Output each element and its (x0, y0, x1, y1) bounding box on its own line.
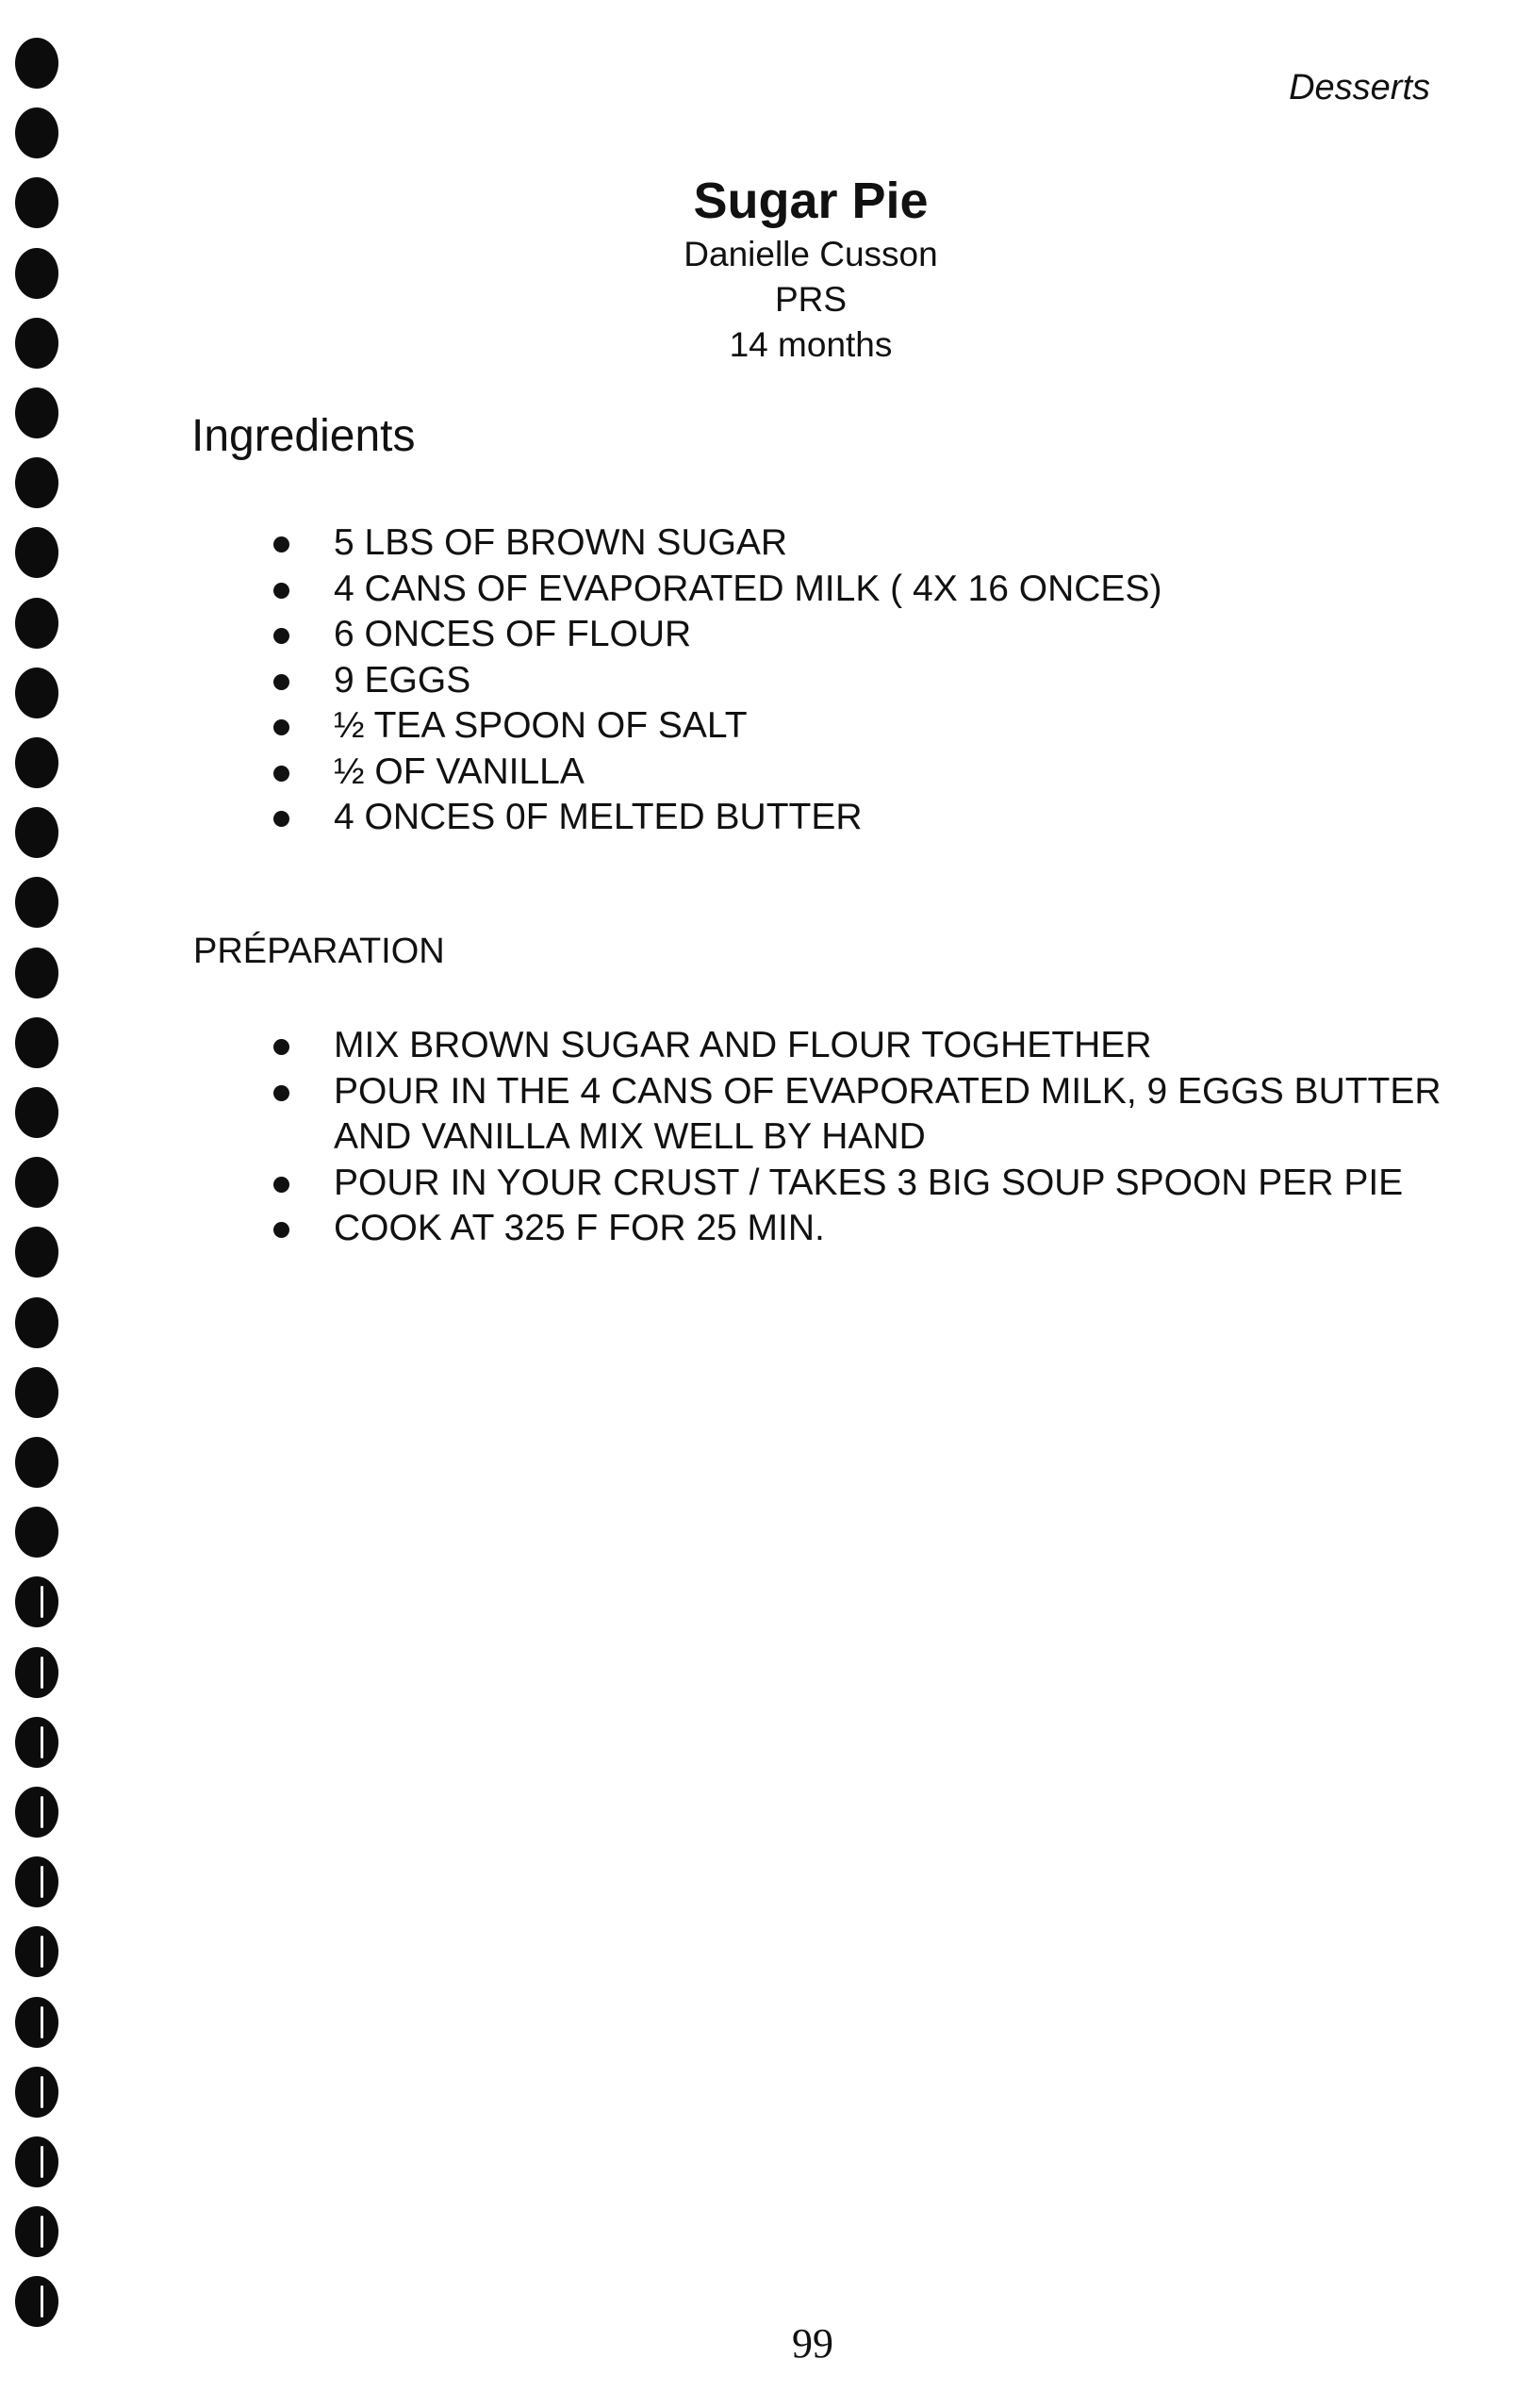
binding-hole-icon (15, 1507, 58, 1558)
ingredient-item: 4 ONCES 0F MELTED BUTTER (273, 795, 1161, 841)
bullet-icon (273, 1085, 289, 1101)
recipe-title-block (684, 170, 937, 368)
binding-hole-icon (15, 807, 58, 858)
bullet-icon (273, 1177, 289, 1193)
ingredient-item: 4 CANS OF EVAPORATED MILK ( 4X 16 ONCES) (273, 567, 1161, 613)
binding-hole-icon (15, 1437, 58, 1488)
bullet-icon (273, 1222, 289, 1238)
ingredient-item: ½ TEA SPOON OF SALT (273, 703, 1161, 750)
bullet-icon (273, 583, 289, 599)
binding-hole-icon (15, 1157, 58, 1208)
recipe-title: Sugar Pie (693, 173, 929, 229)
section-header: Desserts (1289, 68, 1430, 107)
binding-hole-icon (15, 1227, 58, 1278)
preparation-step: POUR IN YOUR CRUST / TAKES 3 BIG SOUP SPOON PER PIE (273, 1161, 1442, 1207)
binding-hole-icon (15, 1017, 58, 1068)
binding-hole-icon (15, 2206, 58, 2257)
preparation-heading: PRÉPARATION (193, 932, 445, 971)
binding-hole-icon (15, 1297, 58, 1348)
preparation-step: COOK AT 325 F FOR 25 MIN. (273, 1206, 1442, 1252)
binding-hole-icon (15, 318, 58, 369)
binding-hole-icon (15, 1367, 58, 1418)
binding-hole-icon (15, 2136, 58, 2187)
bullet-icon (273, 1039, 289, 1055)
preparation-step: MIX BROWN SUGAR AND FLOUR TOGHETHER (273, 1023, 1442, 1069)
binding-hole-icon (15, 2276, 58, 2327)
ingredients-list (273, 520, 1161, 841)
ingredient-item: 5 LBS OF BROWN SUGAR (273, 520, 1161, 567)
binding-hole-icon (15, 1647, 58, 1698)
ingredient-item: 9 EGGS (273, 658, 1161, 704)
recipe-author: Danielle Cusson (684, 235, 938, 273)
recipe-age: 14 months (729, 325, 893, 364)
binding-hole-icon (15, 1926, 58, 1977)
ingredients-heading: Ingredients (191, 411, 416, 461)
bullet-icon (273, 811, 289, 827)
binding-hole-icon (15, 107, 58, 158)
binding-hole-icon (15, 248, 58, 299)
bullet-icon (273, 536, 289, 553)
binding-hole-icon (15, 598, 58, 649)
recipe-affiliation: PRS (774, 280, 848, 319)
bullet-icon (273, 628, 289, 644)
preparation-steps-list (273, 1023, 1442, 1252)
preparation-step: POUR IN THE 4 CANS OF EVAPORATED MILK, 9 EGGS BUTTER AND VANILLA MIX WELL BY HAND (273, 1069, 1442, 1161)
binding-hole-icon (15, 1856, 58, 1907)
binding-hole-icon (15, 1997, 58, 2048)
binding-hole-icon (15, 177, 58, 228)
binding-hole-icon (15, 948, 58, 998)
binding-hole-icon (15, 877, 58, 928)
bullet-icon (273, 674, 289, 690)
binding-hole-icon (15, 737, 58, 788)
binding-hole-icon (15, 388, 58, 438)
binding-hole-icon (15, 1717, 58, 1768)
binding-hole-icon (15, 527, 58, 578)
binding-hole-icon (15, 1087, 58, 1138)
binding-hole-icon (15, 1576, 58, 1627)
ingredient-item: 6 ONCES OF FLOUR (273, 612, 1161, 658)
binding-hole-icon (15, 1787, 58, 1838)
page-number: 99 (792, 2320, 833, 2367)
binding-hole-icon (15, 457, 58, 508)
binding-hole-icon (15, 668, 58, 718)
bullet-icon (273, 719, 289, 735)
spiral-binding-holes (15, 38, 62, 2395)
binding-hole-icon (15, 38, 58, 89)
ingredient-item: ½ OF VANILLA (273, 750, 1161, 796)
binding-hole-icon (15, 2067, 58, 2118)
bullet-icon (273, 766, 289, 782)
